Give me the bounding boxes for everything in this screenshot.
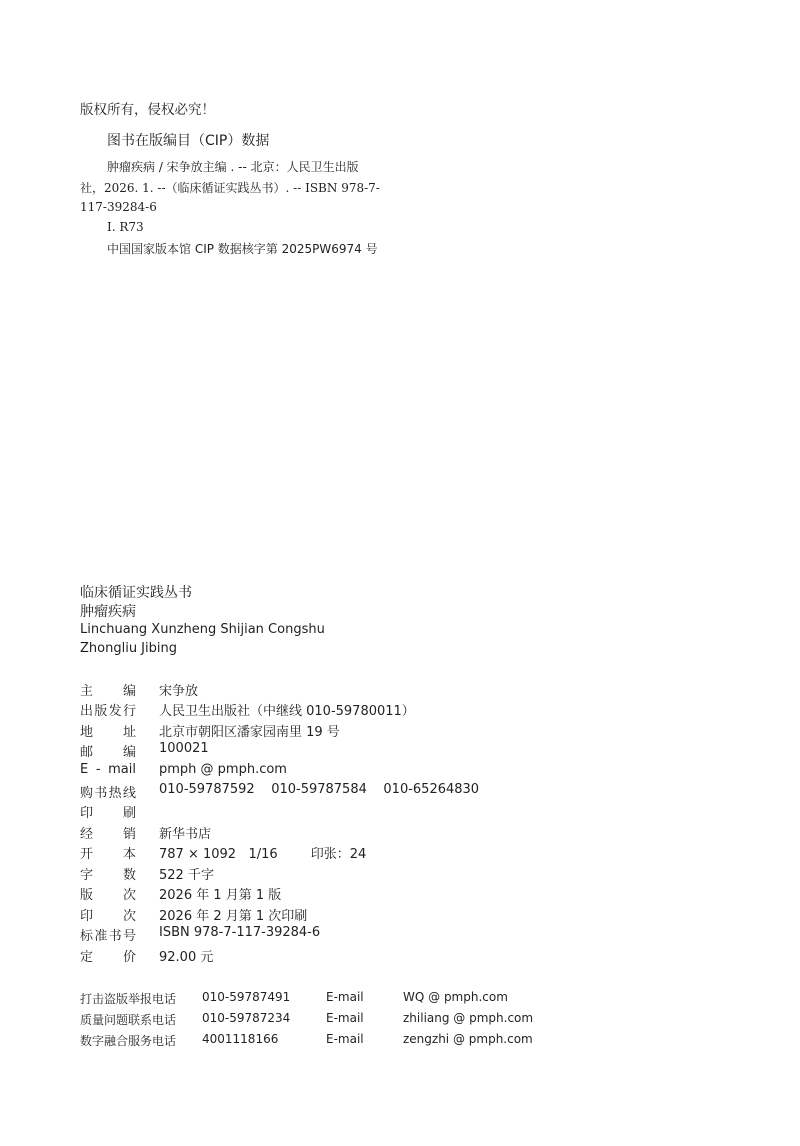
book-title-cn: 肿瘤疾病 — [80, 604, 136, 620]
detail-value-postcode: 100021 — [159, 741, 209, 756]
detail-value-word-count: 522 千字 — [159, 868, 214, 883]
detail-label-address: 地 址 — [80, 725, 136, 740]
detail-value-edition: 2026 年 1 月第 1 版 — [159, 888, 282, 903]
detail-label-distributor: 经 销 — [80, 827, 136, 842]
detail-value-format: 787 × 1092 1/16 印张：24 — [159, 847, 367, 862]
cip-line-1: 肿瘤疾病 / 宋争放主编 . -- 北京：人民卫生出版 — [107, 160, 359, 174]
contact-name: 打击盗版举报电话 — [80, 992, 177, 1006]
detail-label-publisher: 出 版 发 行 — [80, 704, 136, 719]
contact-email: WQ @ pmph.com — [403, 990, 508, 1004]
detail-value-isbn: ISBN 978-7-117-39284-6 — [159, 925, 321, 940]
detail-label-editor: 主 编 — [80, 684, 136, 699]
detail-value-price: 92.00 元 — [159, 950, 214, 965]
detail-label-printing: 印 次 — [80, 909, 136, 924]
contact-email-label: E-mail — [326, 1032, 364, 1046]
copyright-notice: 版权所有，侵权必究！ — [80, 102, 215, 118]
contact-email-label: E-mail — [326, 990, 364, 1004]
detail-label-price: 定 价 — [80, 950, 136, 965]
cip-line-2: 社，2026. 1. --（临床循证实践丛书）. -- ISBN 978-7- — [80, 181, 380, 195]
detail-value-editor: 宋争放 — [159, 684, 199, 699]
detail-label-format: 开 本 — [80, 847, 136, 862]
contact-phone: 010-59787491 — [202, 990, 291, 1004]
detail-value-publisher: 人民卫生出版社（中继线 010-59780011） — [159, 704, 415, 719]
detail-value-email: pmph @ pmph.com — [159, 762, 287, 777]
cip-line-5: 中国国家版本馆 CIP 数据核字第 2025PW6974 号 — [107, 242, 378, 256]
detail-label-edition: 版 次 — [80, 888, 136, 903]
cip-line-4: Ⅰ. R73 — [107, 220, 144, 234]
contact-name: 质量问题联系电话 — [80, 1013, 177, 1027]
contact-name: 数字融合服务电话 — [80, 1034, 177, 1048]
detail-label-printer: 印 刷 — [80, 806, 136, 821]
contact-email: zhiliang @ pmph.com — [403, 1011, 534, 1025]
detail-label-hotline: 购 书 热 线 — [80, 786, 136, 801]
detail-label-isbn: 标 准 书 号 — [80, 929, 136, 944]
detail-value-hotline: 010-59787592 010-59787584 010-65264830 — [159, 782, 480, 797]
detail-value-printing: 2026 年 2 月第 1 次印刷 — [159, 909, 308, 924]
series-title-pinyin: Linchuang Xunzheng Shijian Congshu — [80, 622, 325, 637]
contact-email: zengzhi @ pmph.com — [403, 1032, 533, 1046]
detail-value-distributor: 新华书店 — [159, 827, 212, 842]
detail-label-word-count: 字 数 — [80, 868, 136, 883]
cip-heading: 图书在版编目（CIP）数据 — [107, 133, 270, 149]
detail-value-address: 北京市朝阳区潘家园南里 19 号 — [159, 725, 340, 740]
book-title-pinyin: Zhongliu Jibing — [80, 641, 177, 656]
contact-email-label: E-mail — [326, 1011, 364, 1025]
cip-line-3: 117-39284-6 — [80, 200, 157, 214]
series-title-cn: 临床循证实践丛书 — [80, 585, 192, 601]
detail-label-email: E - mail — [80, 762, 136, 777]
detail-label-postcode: 邮 编 — [80, 745, 136, 760]
contact-phone: 4001118166 — [202, 1032, 279, 1046]
contact-phone: 010-59787234 — [202, 1011, 291, 1025]
